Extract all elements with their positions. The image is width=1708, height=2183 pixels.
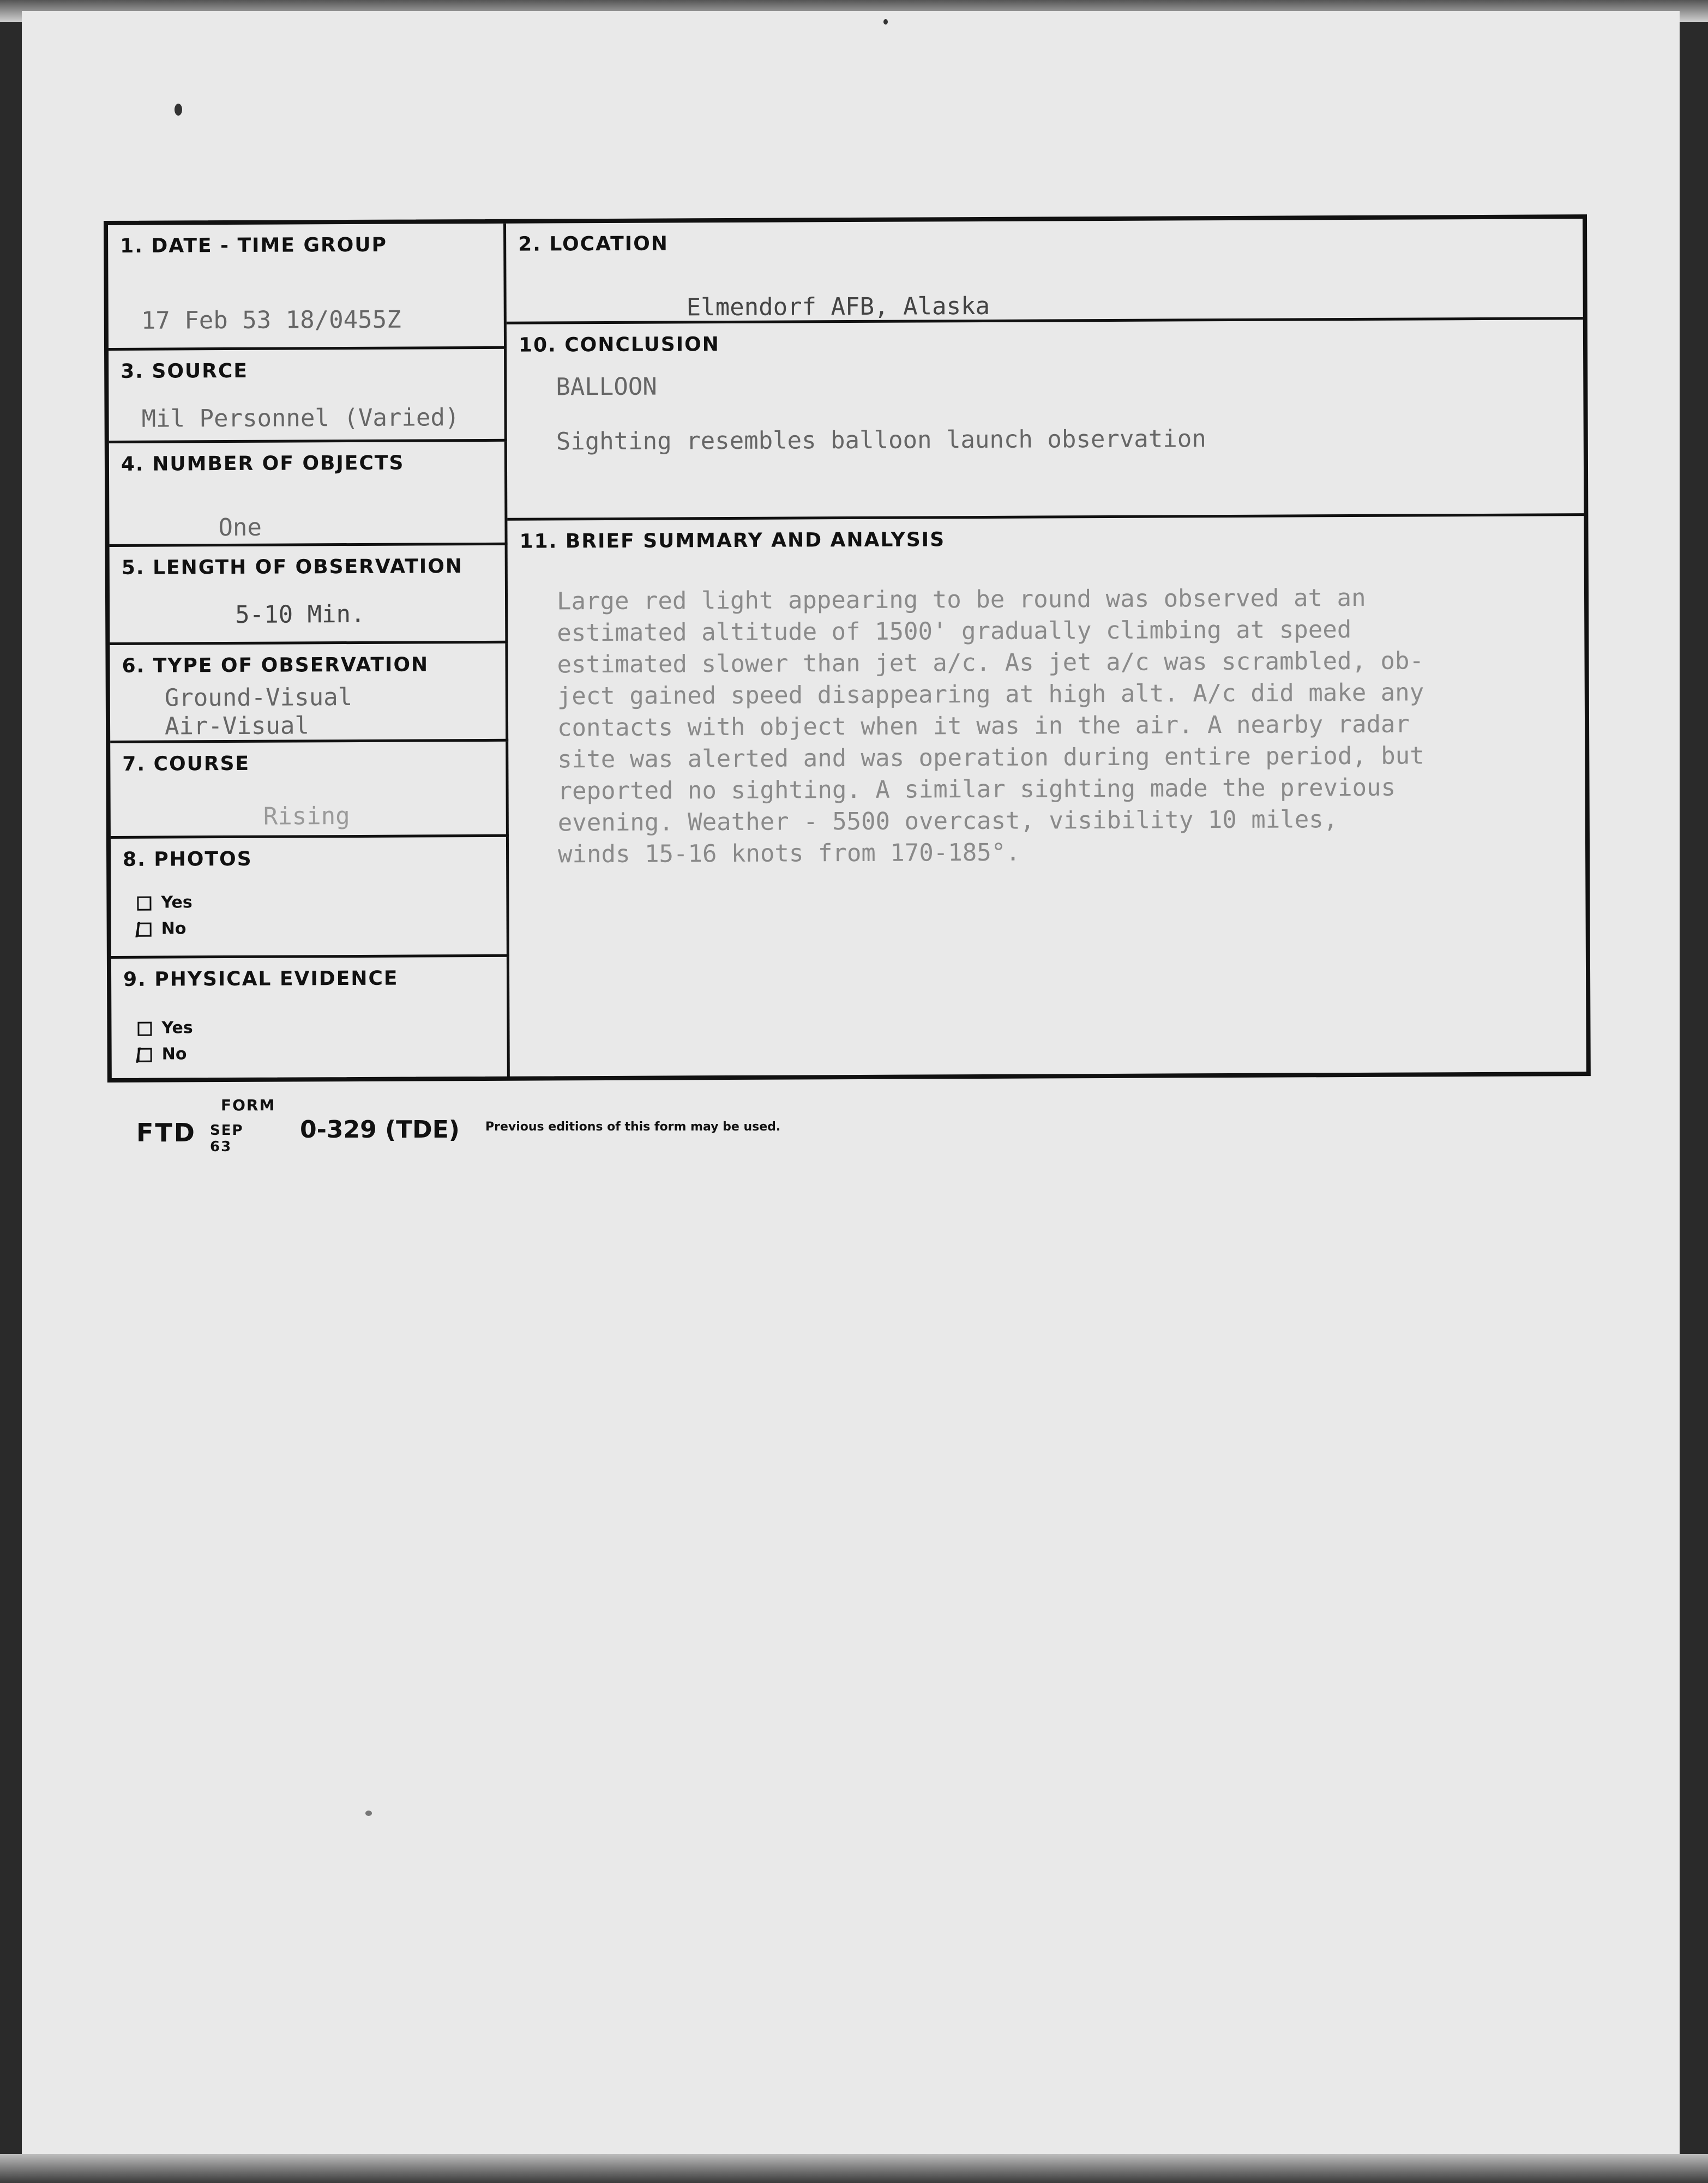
conclusion-cell	[507, 320, 1584, 521]
photos-cell	[111, 837, 509, 959]
photos-yes-checkbox[interactable]	[137, 896, 151, 910]
physical-evidence-no-checkbox[interactable]	[138, 1048, 152, 1062]
dust-speck	[883, 19, 888, 25]
physical-evidence-no-label: No	[161, 1044, 187, 1064]
physical-evidence-cell	[111, 957, 510, 1079]
source-value: Mil Personnel (Varied)	[141, 404, 460, 433]
course-value: Rising	[263, 802, 350, 831]
dust-speck	[175, 104, 182, 116]
number-of-objects-label: 4. NUMBER OF OBJECTS	[121, 452, 405, 476]
footer-date: SEP 63	[210, 1122, 244, 1155]
conclusion-value: BALLOON	[556, 372, 657, 401]
course-cell	[110, 742, 509, 839]
number-of-objects-cell	[109, 442, 508, 547]
type-of-observation-value-1: Ground-Visual	[164, 683, 353, 712]
date-time-label: 1. DATE - TIME GROUP	[120, 233, 388, 257]
scan-edge-bottom	[0, 2154, 1708, 2183]
photos-no-option[interactable]	[137, 919, 187, 938]
photos-yes-label: Yes	[161, 893, 193, 912]
location-cell	[506, 219, 1583, 324]
footer-form-word: FORM	[221, 1096, 276, 1114]
physical-evidence-label: 9. PHYSICAL EVIDENCE	[123, 967, 399, 991]
date-time-cell	[108, 224, 507, 351]
photos-no-checkbox[interactable]	[137, 922, 152, 936]
footer-ftd: FTD	[136, 1118, 196, 1147]
date-time-value: 17 Feb 53 18/0455Z	[141, 305, 401, 335]
summary-text: Large red light appearing to be round was observed at an estimated altitude of 1500' gradually climbing at speed estimated slower than jet a/c. As jet a/c was scrambled, ob- ject gained speed disappearing at high alt. A/c did make any contacts with object when it was in the air. A nearby radar site was alerted and was operation during entire period, but reported no sighting. A similar sighting made the previous evening. Weather - 5500 overcast, visibility 10 miles, winds 15-16 knots from 170-185°.	[556, 584, 1424, 869]
course-label: 7. COURSE	[122, 752, 250, 775]
dust-speck	[365, 1811, 372, 1816]
photos-no-label: No	[161, 919, 187, 939]
footer-note: Previous editions of this form may be used.	[485, 1120, 781, 1134]
conclusion-label: 10. CONCLUSION	[518, 333, 720, 357]
photos-label: 8. PHOTOS	[123, 847, 252, 871]
number-of-objects-value: One	[218, 513, 262, 542]
summary-cell	[507, 516, 1586, 1077]
type-of-observation-value-2: Air-Visual	[164, 712, 310, 741]
length-of-observation-value: 5-10 Min.	[235, 600, 365, 629]
report-form	[104, 214, 1591, 1083]
physical-evidence-yes-label: Yes	[161, 1018, 193, 1038]
physical-evidence-yes-option[interactable]	[137, 1018, 193, 1037]
type-of-observation-cell	[110, 644, 508, 743]
type-of-observation-label: 6. TYPE OF OBSERVATION	[122, 653, 429, 677]
footer-form-number: 0-329 (TDE)	[300, 1116, 460, 1144]
location-value: Elmendorf AFB, Alaska	[686, 292, 990, 322]
physical-evidence-no-option[interactable]	[138, 1044, 187, 1063]
length-of-observation-label: 5. LENGTH OF OBSERVATION	[121, 555, 464, 579]
conclusion-detail: Sighting resembles balloon launch observation	[556, 425, 1206, 456]
physical-evidence-yes-checkbox[interactable]	[137, 1021, 152, 1036]
length-of-observation-cell	[110, 545, 508, 645]
photos-yes-option[interactable]	[137, 893, 192, 912]
source-cell	[109, 349, 507, 443]
source-label: 3. SOURCE	[121, 359, 249, 383]
document-page	[22, 11, 1680, 2154]
location-label: 2. LOCATION	[518, 232, 669, 256]
summary-label: 11. BRIEF SUMMARY AND ANALYSIS	[519, 528, 946, 553]
